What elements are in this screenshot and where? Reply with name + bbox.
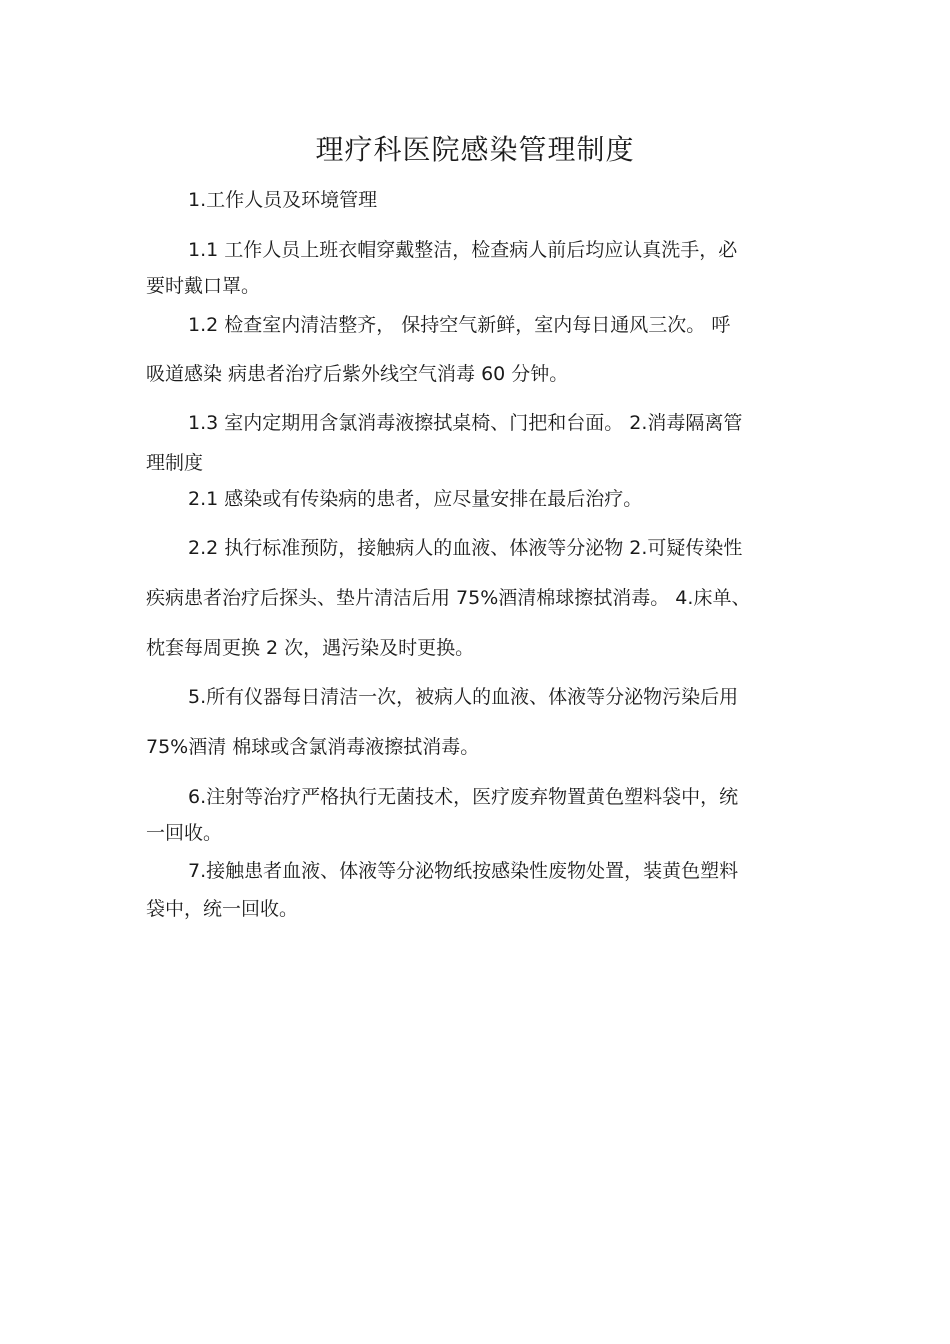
paragraph-2-2-line-3: 枕套每周更换 2 次，遇污染及时更换。 xyxy=(146,637,475,659)
paragraph-2-2-line-1: 2.2 执行标准预防，接触病人的血液、体液等分泌物 2.可疑传染性 xyxy=(188,537,743,559)
paragraph-5-line-1: 5.所有仪器每日清洁一次，被病人的血液、体液等分泌物污染后用 xyxy=(188,686,739,708)
section-heading-1: 1.工作人员及环境管理 xyxy=(188,189,378,211)
paragraph-1-2-line-2: 吸道感染 病患者治疗后紫外线空气消毒 60 分钟。 xyxy=(146,363,569,385)
paragraph-1-1-line-2: 要时戴口罩。 xyxy=(146,275,261,297)
paragraph-6-line-2: 一回收。 xyxy=(146,822,223,844)
paragraph-2-2-line-2: 疾病患者治疗后探头、垫片清洁后用 75%酒清棉球擦拭消毒。 4.床单、 xyxy=(146,587,751,609)
paragraph-5-line-2: 75%酒清 棉球或含氯消毒液擦拭消毒。 xyxy=(146,736,480,758)
paragraph-1-1-line-1: 1.1 工作人员上班衣帽穿戴整洁，检查病人前后均应认真洗手，必 xyxy=(188,239,738,261)
paragraph-1-2-line-1: 1.2 检查室内清洁整齐， 保持空气新鲜，室内每日通风三次。 呼 xyxy=(188,314,731,336)
paragraph-7-line-1: 7.接触患者血液、体液等分泌物纸按感染性废物处置，装黄色塑料 xyxy=(188,860,739,882)
document-title: 理疗科医院感染管理制度 xyxy=(315,133,635,166)
paragraph-2-1: 2.1 感染或有传染病的患者，应尽量安排在最后治疗。 xyxy=(188,488,643,510)
paragraph-1-3-line-2: 理制度 xyxy=(146,452,204,474)
paragraph-7-line-2: 袋中，统一回收。 xyxy=(146,898,299,920)
paragraph-1-3-line-1: 1.3 室内定期用含氯消毒液擦拭桌椅、门把和台面。 2.消毒隔离管 xyxy=(188,412,743,434)
paragraph-6-line-1: 6.注射等治疗严格执行无菌技术，医疗废弃物置黄色塑料袋中，统 xyxy=(188,786,739,808)
